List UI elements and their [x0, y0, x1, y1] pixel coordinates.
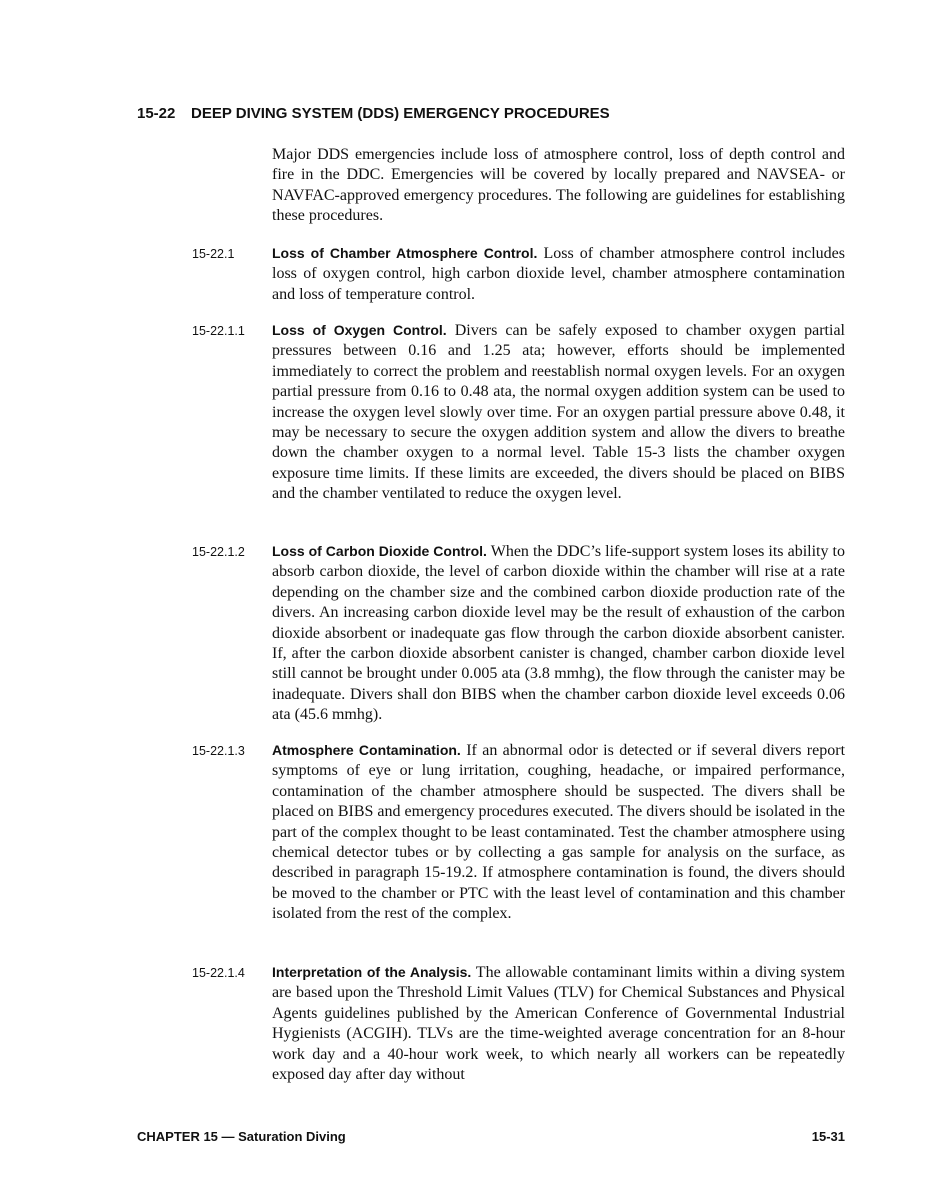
- paragraph-text: When the DDC’s life-support system loses its ability to absorb carbon dioxide, the level of carbon dioxide within the chamber will rise at a rate depending on the chamber size and the combined carbon dioxide production rate of the divers. An increasing carbon dioxide level may be the result of exhaustion of the carbon dioxide absorbent or inadequate gas flow through the carbon dioxide absorbent canister. If, after the carbon dioxide absorbent canister is changed, chamber carbon dioxide level still cannot be brought under 0.005 ata (3.8 mmhg), the flow through the canister may be inadequate. Divers shall don BIBS when the chamber carbon dioxide level exceeds 0.06 ata (45.6 mmhg).: [272, 543, 845, 724]
- paragraph-15-22-1-2: [137, 541, 845, 726]
- section-number: 15-22: [137, 105, 176, 122]
- paragraph-title: Atmosphere Contamination.: [272, 742, 461, 758]
- section-title: DEEP DIVING SYSTEM (DDS) EMERGENCY PROCEDURES: [191, 105, 610, 122]
- paragraph-text: Divers can be safely exposed to chamber oxygen partial pressures between 0.16 and 1.25 ata; however, efforts should be implemented immediately to correct the problem and reestablish normal oxygen levels. For an oxygen partial pressure from 0.16 to 0.48 ata, the normal oxygen addition system can be used to increase the oxygen level slowly over time. For an oxygen partial pressure above 0.48, it may be necessary to secure the oxygen addition system and allow the divers to breathe down the chamber oxygen to a normal level. Table 15-3 lists the chamber oxygen exposure time limits. If these limits are exceeded, the divers should be placed on BIBS and the chamber ventilated to reduce the oxygen level.: [272, 322, 845, 503]
- paragraph-15-22-1-4: [137, 962, 845, 1085]
- paragraph-body: [272, 962, 845, 1085]
- paragraph-title: Loss of Chamber Atmosphere Control.: [272, 245, 538, 261]
- paragraph-body: [272, 243, 845, 305]
- paragraph-number: 15-22.1.2: [192, 545, 245, 559]
- paragraph-number: 15-22.1.1: [192, 324, 245, 338]
- paragraph-title: Loss of Carbon Dioxide Control.: [272, 543, 487, 559]
- paragraph-15-22-1-1: [137, 320, 845, 505]
- paragraph-title: Loss of Oxygen Control.: [272, 322, 447, 338]
- paragraph-body: [272, 541, 845, 726]
- paragraph-15-22-1-3: [137, 740, 845, 925]
- paragraph-15-22-1: [137, 243, 845, 305]
- paragraph-text: If an abnormal odor is detected or if several divers report symptoms of eye or lung irritation, coughing, headache, or impaired performance, contamination of the chamber atmosphere should be suspected. The divers shall be placed on BIBS and emergency procedures executed. The divers should be isolated in the part of the complex thought to be least contaminated. Test the chamber atmosphere using chemical detector tubes or by collecting a gas sample for analysis on the surface, as described in paragraph 15-19.2. If atmosphere contamination is found, the divers should be moved to the chamber or PTC with the least level of contamination and this chamber isolated from the rest of the complex.: [272, 742, 846, 923]
- paragraph-body: [272, 320, 845, 505]
- paragraph-text: The allowable contaminant limits within a diving system are based upon the Threshold Limit Values (TLV) for Chemical Substances and Physical Agents guidelines published by the American Conference of Governmental Industrial Hygienists (ACGIH). TLVs are the time-weighted average concentration for an 8-hour work day and a 40-hour work week, to which nearly all workers can be repeatedly exposed day after day without: [272, 964, 845, 1084]
- intro-paragraph: [137, 145, 845, 227]
- paragraph-title: Interpretation of the Analysis.: [272, 964, 472, 980]
- paragraph-number: 15-22.1: [192, 247, 235, 261]
- section-heading: [137, 104, 857, 124]
- footer-page-number: 15-31: [811, 1129, 845, 1144]
- footer-chapter: CHAPTER 15 — Saturation Diving: [137, 1129, 346, 1144]
- paragraph-number: 15-22.1.4: [192, 966, 245, 980]
- paragraph-text: Loss of chamber atmosphere control includes loss of oxygen control, high carbon dioxide level, chamber atmosphere contamination and loss of temperature control.: [272, 245, 845, 303]
- intro-text: Major DDS emergencies include loss of atmosphere control, loss of depth control and fire in the DDC. Emergencies will be covered by locally prepared and NAVSEA- or NAVFAC-approved emergency procedures. The following are guidelines for establishing these procedures.: [272, 146, 845, 225]
- paragraph-number: 15-22.1.3: [192, 744, 245, 758]
- paragraph-body: [272, 740, 845, 925]
